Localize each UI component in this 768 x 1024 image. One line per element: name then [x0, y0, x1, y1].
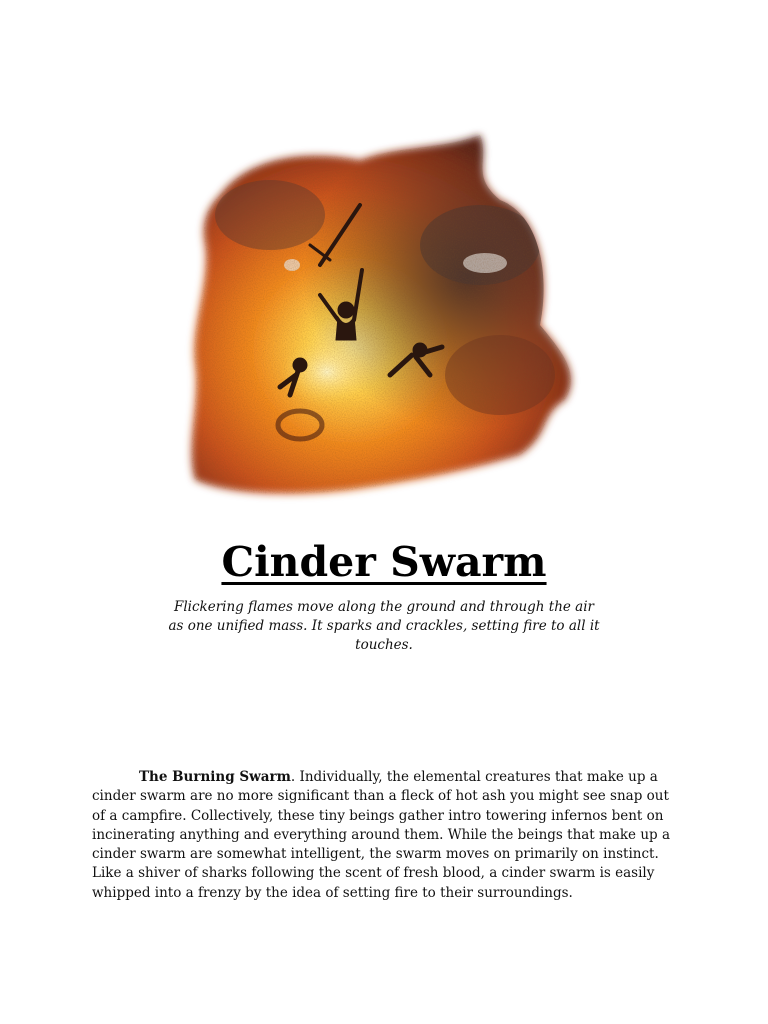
page-title: Cinder Swarm — [221, 538, 547, 586]
cinder-swarm-illustration — [180, 125, 590, 505]
section-heading: The Burning Swarm — [139, 769, 291, 785]
section-text: Individually, the elemental creatures that make up a cinder swarm are no more significant than a fleck of hot ash you might see snap out of a campfire. Collectively, these tiny beings gather intro towering infernos bent on incinerating anything and everything around them. While the beings that make up a cinder swarm are somewhat intelligent, the swarm moves on primarily on instinct. Like a shiver of sharks following the scent of fresh blood, a cinder swarm is easily whipped into a frenzy by the idea of setting fire to their surroundings. — [92, 769, 671, 901]
body-paragraph — [92, 768, 680, 903]
section-heading-punctuation: . — [290, 769, 296, 785]
flavor-text: Flickering flames move along the ground and through the air as one unified mass. It sparks and crackles, setting fire to all it touches. — [168, 599, 600, 653]
